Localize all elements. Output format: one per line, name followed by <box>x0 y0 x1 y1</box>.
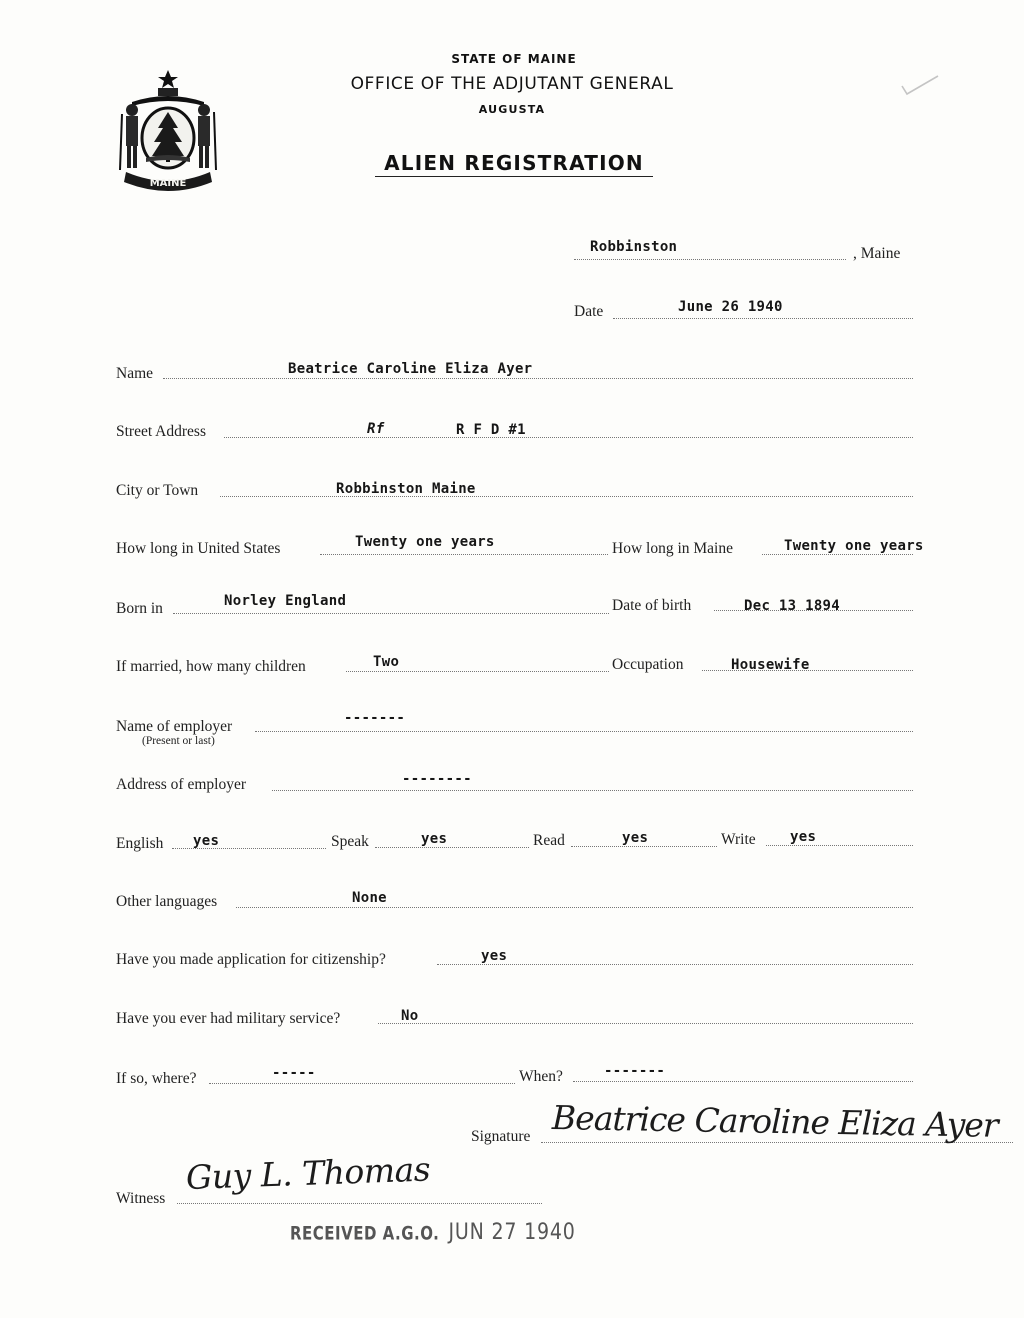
employer-address-label: Address of employer <box>116 776 246 793</box>
dob-value: Dec 13 1894 <box>744 598 841 614</box>
write-label: Write <box>721 831 756 848</box>
stamp-date: JUN 27 1940 <box>448 1219 576 1245</box>
where-label: If so, where? <box>116 1070 197 1087</box>
when-value: ------- <box>604 1063 666 1079</box>
employer-value: ------- <box>344 710 406 726</box>
street-value: R F D #1 <box>456 422 526 438</box>
maine-residence-label: How long in Maine <box>612 540 733 557</box>
employer-address-value: -------- <box>402 771 472 787</box>
header-office: OFFICE OF THE ADJUTANT GENERAL <box>350 74 674 94</box>
when-line <box>573 1081 913 1082</box>
date-value: June 26 1940 <box>678 299 783 315</box>
read-label: Read <box>533 832 565 849</box>
where-value: ----- <box>272 1065 316 1081</box>
name-line <box>163 378 913 379</box>
city-town-label: City or Town <box>116 482 199 499</box>
employer-address-line <box>272 790 913 791</box>
occupation-label: Occupation <box>612 656 684 673</box>
children-label: If married, how many children <box>116 658 306 675</box>
witness-line <box>177 1203 542 1204</box>
signature-label: Signature <box>471 1128 531 1145</box>
employer-line <box>255 731 913 732</box>
town-line <box>574 259 846 260</box>
us-residence-line <box>320 554 608 555</box>
other-languages-value: None <box>352 890 387 906</box>
witness-value: Guy L. Thomas <box>185 1149 431 1197</box>
write-value: yes <box>790 829 817 845</box>
read-value: yes <box>622 830 649 846</box>
maine-residence-value: Twenty one years <box>784 538 924 554</box>
born-in-line <box>173 613 609 614</box>
speak-value: yes <box>421 831 448 847</box>
us-residence-value: Twenty one years <box>355 534 495 550</box>
us-residence-label: How long in United States <box>116 540 281 557</box>
received-stamp <box>290 1221 576 1243</box>
write-line <box>766 845 913 846</box>
name-label: Name <box>116 365 154 382</box>
military-label: Have you ever had military service? <box>116 1010 341 1027</box>
citizenship-line <box>437 964 913 965</box>
occupation-value: Housewife <box>731 657 810 673</box>
english-label: English <box>116 835 164 852</box>
title-underline <box>375 176 653 177</box>
street-line <box>224 437 913 438</box>
stamp-received-text: RECEIVED A.G.O. <box>290 1221 440 1245</box>
where-line <box>209 1083 515 1084</box>
citizenship-value: yes <box>481 948 508 964</box>
city-town-line <box>220 496 913 497</box>
state-label: , Maine <box>853 245 901 262</box>
city-town-value: Robbinston Maine <box>336 481 476 497</box>
children-value: Two <box>373 654 400 670</box>
dob-label: Date of birth <box>612 597 692 614</box>
town-value: Robbinston <box>590 239 678 255</box>
other-languages-line <box>236 907 913 908</box>
english-value: yes <box>193 833 220 849</box>
date-label: Date <box>574 303 604 320</box>
date-line <box>613 318 913 319</box>
header-city: AUGUSTA <box>478 103 546 116</box>
citizenship-label: Have you made application for citizenship? <box>116 951 386 968</box>
speak-line <box>375 847 529 848</box>
born-in-value: Norley England <box>224 593 347 609</box>
form-title: ALIEN REGISTRATION <box>384 151 644 175</box>
street-mark: Rf <box>367 421 385 437</box>
read-line <box>571 846 717 847</box>
witness-label: Witness <box>116 1190 166 1207</box>
when-label: When? <box>519 1068 563 1085</box>
header-state: STATE OF MAINE <box>451 52 577 66</box>
children-line <box>346 671 609 672</box>
other-languages-label: Other languages <box>116 893 218 910</box>
employer-sublabel: (Present or last) <box>142 735 215 747</box>
speak-label: Speak <box>331 833 369 850</box>
maine-residence-line <box>762 554 913 555</box>
employer-label: Name of employer <box>116 718 233 735</box>
seal-maine-text: MAINE <box>149 178 187 189</box>
born-in-label: Born in <box>116 600 163 617</box>
military-line <box>378 1023 913 1024</box>
street-label: Street Address <box>116 423 206 440</box>
signature-value: Beatrice Caroline Eliza Ayer <box>551 1098 998 1145</box>
military-value: No <box>401 1008 419 1024</box>
name-value: Beatrice Caroline Eliza Ayer <box>288 361 533 377</box>
